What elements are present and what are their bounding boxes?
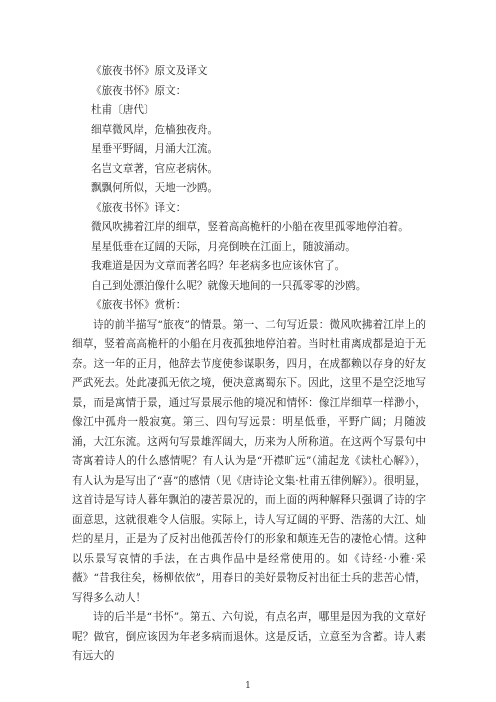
poem-line: 细草微风岸，危樯独夜舟。 [91,123,219,136]
translation-line: 微风吹拂着江岸的细草，竖着高高桅杆的小船在夜里孤零地停泊着。 [91,221,409,233]
appreciation-paragraph: 诗的前半描写“旅夜”的情景。第一、二句写近景：微风吹拂着江岸上的细草，竖着高高桅杆的小船在月夜孤独地停泊着。当时杜甫离成都是迫于无奈。这一年的正月，他辞去节度使参谋职务，四月，在成都赖以存身的好友严武死去。处此凄孤无依之境，便决意离蜀东下。因此，这里不是空泛地写景，而是寓情于景，通过写景展示他的境况和情怀：像江岸细草一样渺小，像江中孤舟一般寂寞。第三、四句写远景：明星低垂，平野广阔；月随波涌，大江东流。这两句写景雄浑阔大，历来为人所称道。在这两个写景句中寄寓着诗人的什么感情呢？有人认为是“开襟旷远”（浦起龙《读杜心解》），有人认为是写出了“喜”的感情（见《唐诗论文集·杜甫五律例解》）。很明显，这首诗是写诗人暮年飘泊的凄苦景况的，而上面的两种解释只强调了诗的字面意思，这就很难令人信服。实际上，诗人写辽阔的平野、浩荡的大江、灿烂的星月，正是为了反衬出他孤苦伶仃的形象和颠连无告的凄怆心情。这种以乐景写哀情的手法，在古典作品中是经常使用的。如《诗经·小雅·采薇》“昔我往矣，杨柳依依”，用春日的美好景物反衬出征士兵的悲苦心情，写得多么动人！ [72,318,426,604]
poem-line: 飘飘何所似，天地一沙鸥。 [91,182,219,194]
appreciation-paragraph: 诗的后半是“书怀”。第五、六句说，有点名声，哪里是因为我的文章好呢？做官，倒应该因为年老多病而退休。这是反话，立意至为含蓄。诗人素有远大的 [72,611,426,662]
appreciation-heading: 《旅夜书怀》赏析： [91,299,187,311]
poem-line: 名岂文章著，官应老病休。 [91,162,219,175]
poem-line: 星垂平野阔，月涌大江流。 [91,143,219,155]
original-heading: 《旅夜书怀》原文： [91,84,187,97]
document-title: 《旅夜书怀》原文及译文 [91,65,208,77]
page-number: 1 [245,681,251,691]
translation-line: 自己到处漂泊像什么呢？就像天地间的一只孤零零的沙鸥。 [91,279,367,292]
poem-author: 杜甫〔唐代〕 [91,104,155,116]
translation-line: 星星低垂在辽阔的天际，月亮倒映在江面上，随波涌动。 [91,240,356,253]
translation-line: 我难道是因为文章而著名吗？年老病多也应该休官了。 [91,260,346,272]
document-body [72,62,426,667]
translation-heading: 《旅夜书怀》译文： [91,201,187,214]
